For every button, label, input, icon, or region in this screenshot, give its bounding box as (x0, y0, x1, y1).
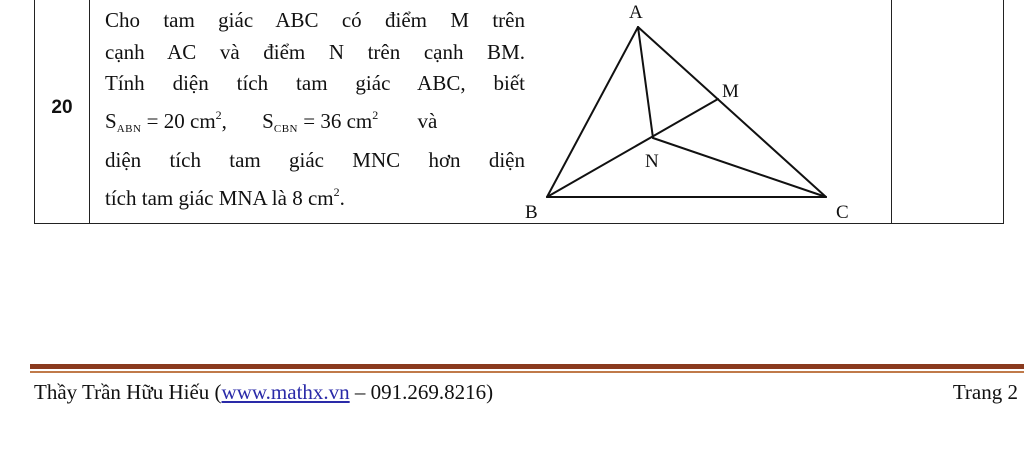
segment-an (638, 27, 653, 138)
problem-line: cạnh AC và điểm N trên cạnh BM. (105, 39, 525, 64)
problem-line: Tính diện tích tam giác ABC, biết (105, 71, 525, 95)
problem-line: Cho tam giác ABC có điểm M trên (105, 8, 525, 32)
segment-ac (638, 27, 826, 197)
area-formula: $S_{ABN} = 20$ $cm^2$, $S_{CBN} = 36$ $cm^2$ và (105, 107, 438, 135)
problem-number: 20 (51, 97, 73, 118)
footer-rule (30, 364, 1024, 369)
label-m: M (722, 81, 739, 102)
label-a: A (629, 2, 643, 23)
label-b: B (525, 202, 538, 223)
website-link[interactable]: www.mathx.vn (221, 380, 350, 404)
segment-cn (653, 138, 826, 197)
label-n: N (645, 151, 659, 172)
page-number: Trang 2 (952, 380, 1018, 404)
footer-rule (30, 371, 1024, 373)
problem-line: diện tích tam giác MNC hơn diện (105, 148, 525, 172)
label-c: C (836, 202, 849, 223)
problem-line: tích tam giác MNA là 8 $cm^2$. (105, 184, 345, 210)
footer-author: Thầy Trần Hữu Hiếu (www.mathx.vn – 091.269.8216) (34, 380, 494, 404)
